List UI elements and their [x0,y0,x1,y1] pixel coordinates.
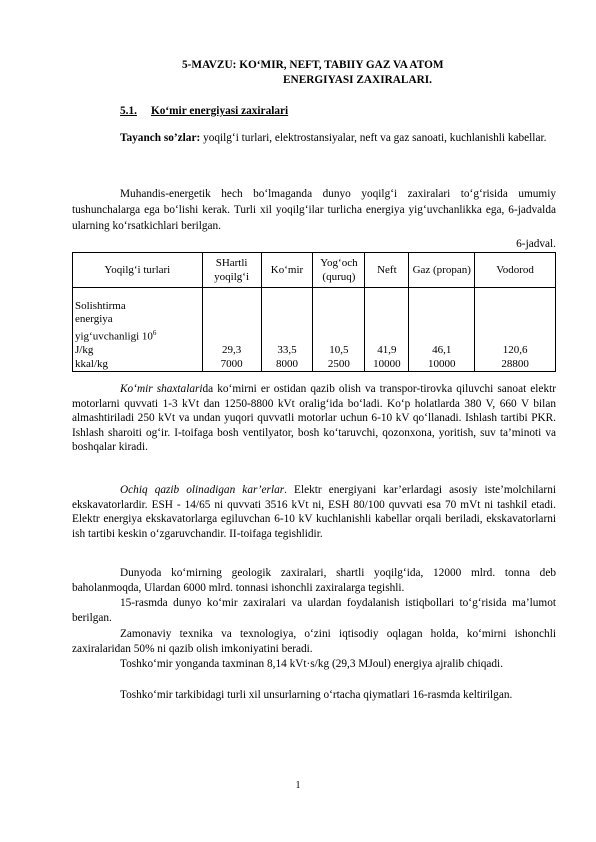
row-label-cell: Solishtirma energiya yig‘uvchanligi $10^6$ J/kg kkal/kg [73,288,203,372]
paragraph-figure16: Toshko‘mir tarkibidagi turli xil unsurlarning o‘rtacha qiymatlari 16-rasmda keltirilgan. [120,689,513,701]
header-cell: Gaz (propan) [409,253,475,288]
topic-title-line1: 5-MAVZU: KO‘MIR, NEFT, TABIIY GAZ VA ATOM [182,59,444,71]
keywords-paragraph [72,130,556,146]
paragraph-energy: Toshko‘mir yonganda taxminan 8,14 kVt·s/kg (29,3 MJoul) energiya ajralib chiqadi. [120,658,504,670]
section-number: 5.1. [120,105,137,117]
keywords-text: yoqilg‘i turlari, elektrostansiyalar, neft va gaz sanoati, kuchlanishli kabellar. [203,132,547,144]
paragraph-technology: Zamonaviy texnika va texnologiya, o‘zini iqtisodiy oqlagan holda, ko‘mirni ishonchli zaxiralaridan 50% ni qazib olish imkoniyatini beradi. [72,628,556,655]
header-cell: Neft [365,253,409,288]
value-cell: 46,1 10000 [409,288,475,372]
value-cell: 33,5 8000 [261,288,313,372]
value-cell: 41,9 10000 [365,288,409,372]
value-cell: 10,5 2500 [313,288,365,372]
topic-title: 5-MAVZU: KO‘MIR, NEFT, TABIIY GAZ VA ATOM ENERGIYASI ZAXIRALARI. [72,58,556,88]
section-heading [120,105,288,117]
section-title: Ko‘mir energiyasi zaxiralari [150,105,289,117]
intro-paragraph: Muhandis-energetik hech bo‘lmaganda dunyo yoqilg‘i zaxiralari to‘g‘risida umumiy tushunchalarga ega bo‘lishi kerak. Turli xil yoqilg‘ilar turlicha energiya yig‘uvchanlikka ega, 6-jadvalda ularning ko‘rsatkichlari berilgan. [72,188,556,232]
page-number: 1 [295,780,301,791]
value-cell: 120,6 28800 [475,288,556,372]
keywords-label: Tayanch so’zlar: [120,132,201,144]
energy-table [72,252,556,372]
table-row [73,288,556,372]
paragraph-quarries: Ochiq qazib olinadigan kar’erlar. Elektr energiyani kar’erlardagi asosiy iste’molchilarni ekskavatorlardir. ESH - 14/65 ni quvvati 3516 kVt ni, ESH 80/100 quvvati esa 70 mVt ni tashkil etadi. Elektr energiya ekskavatorlarga egiluvchan 6-10 kV kuchlanishli kabellar orqali beriladi, ekskavatorlarni ish tartibi keskin o‘zgaruvchandir. II-toifaga tegishlidir. [72,484,556,540]
paragraph-figure15: 15-rasmda dunyo ko‘mir zaxiralari va ulardan foydalanish istiqbollari to‘g‘risida ma’lumot berilgan. [72,597,556,624]
paragraph-mines: Ko‘mir shaxtalarida ko‘mirni er ostidan qazib olish va transpor-tirovka qiluvchi sanoat elektr motorlarni quvvati 1-3 kVt dan 1250-8800 kVt oralig‘ida bo‘ladi. Ko‘p holatlarda 380 V, 660 V bilan almashtiriladi 250 kVt va undan yuqori quvvatli motorlar uchun 6-10 kV qo‘llanadi. Ishlash tartibi PKR. Ishlash sharoiti og‘ir. I-toifaga bosh ventilyator, bosh ko‘taruvchi, qozonxona, yoritish, suv ta’minoti va boshqalar kiradi. [72,383,556,454]
header-cell: Ko‘mir [261,253,313,288]
header-cell: Yog‘och (quruq) [313,253,365,288]
topic-title-line2: ENERGIYASI ZAXIRALARI [283,74,430,86]
paragraph-reserves: Dunyoda ko‘mirning geologik zaxiralari, shartli yoqilg‘ida, 12000 mlrd. tonna deb baholanmoqda, Ulardan 6000 mlrd. tonnasi ishonchli zaxiralarga tegishli. [72,567,556,594]
table-caption: 6-jadval. [516,238,556,250]
value-cell: 29,3 7000 [202,288,261,372]
table-header-row [73,253,556,288]
header-cell: Vodorod [475,253,556,288]
header-cell: Yoqilg‘i turlari [73,253,203,288]
header-cell: SHartli yoqilg‘i [202,253,261,288]
